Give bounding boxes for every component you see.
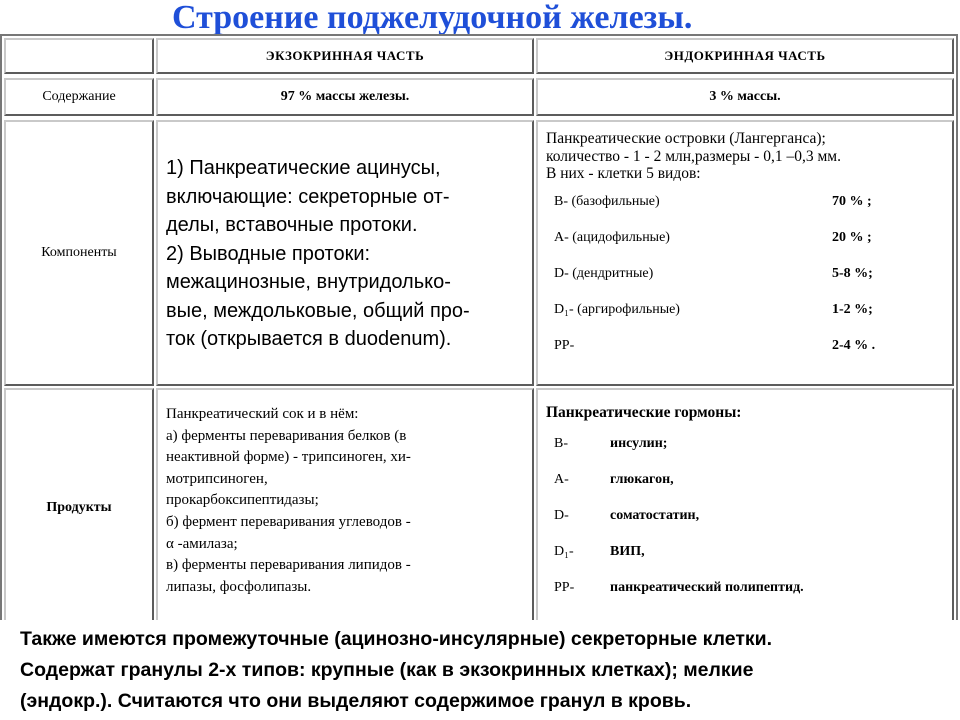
content-exocrine-text: 97 % массы железы.	[280, 89, 410, 104]
row-label-components	[4, 120, 154, 386]
page-title: Строение поджелудочной железы.	[172, 0, 693, 36]
row-label-components-text: Компоненты	[41, 245, 117, 260]
cell-type-name: A- (ацидофильные)	[554, 230, 670, 245]
products-exocrine-text	[166, 404, 534, 598]
cell-type-name: D- (дендритные)	[554, 266, 654, 281]
text-line: включающие: секреторные от-	[166, 185, 450, 208]
footer-line: Содержат гранулы 2-х типов: крупные (как в экзокринных клетках); мелкие	[20, 659, 754, 681]
cell-type-percent: 5-8 %;	[832, 266, 873, 281]
hormones-heading: Панкреатические гормоны:	[546, 404, 742, 421]
row-label-content-text: Содержание	[42, 89, 116, 104]
text-line: Панкреатический сок и в нём:	[166, 406, 359, 422]
text-line: неактивной форме) - трипсиноген, хи-	[166, 449, 411, 466]
text-line: α -амилаза;	[166, 535, 238, 552]
row-label-content	[4, 78, 154, 116]
hormone-name: соматостатин,	[610, 508, 700, 523]
cell-type-percent: 1-2 %;	[832, 302, 873, 317]
content-exocrine	[156, 78, 534, 116]
components-endocrine	[536, 120, 954, 386]
footer-line: (эндокр.). Считаются что они выделяют содержимое гранул в кровь.	[20, 690, 692, 712]
text-line: в) ферменты переваривания липидов -	[166, 557, 411, 574]
hormone-cell: B-	[554, 436, 568, 451]
text-line: делы, вставочные протоки.	[166, 214, 418, 236]
text-line: вые, междольковые, общий про-	[166, 299, 470, 322]
text-line: 2) Выводные протоки:	[166, 242, 371, 265]
hormone-name: ВИП,	[610, 544, 645, 559]
components-exocrine-text	[166, 154, 536, 354]
row-label-products	[4, 388, 154, 620]
content-endocrine-text: 3 % массы.	[709, 89, 781, 104]
footer-note	[20, 624, 950, 717]
hormone-name: глюкагон,	[610, 472, 674, 487]
cell-type-percent: 2-4 % .	[832, 338, 876, 353]
header-exocrine	[156, 38, 534, 74]
cell-type-percent: 70 % ;	[832, 194, 872, 209]
islets-description	[546, 130, 956, 183]
text-line: межацинозные, внутридолько-	[166, 271, 451, 293]
text-line: Панкреатические островки (Лангерганса);	[546, 130, 826, 147]
cell-type-name: D₁- (аргирофильные)	[554, 302, 680, 317]
hormone-cell: A-	[554, 472, 569, 487]
components-exocrine	[156, 120, 534, 386]
footer-line: Также имеются промежуточные (ацинозно-инсулярные) секреторные клетки.	[20, 628, 773, 650]
text-line: а) ферменты переваривания белков (в	[166, 427, 407, 444]
text-line: мотрипсиноген,	[166, 470, 268, 487]
header-exocrine-label: ЭКЗОКРИННАЯ ЧАСТЬ	[265, 48, 425, 63]
products-endocrine	[536, 388, 954, 620]
hormone-cell: PP-	[554, 580, 575, 595]
text-line: количество - 1 - 2 млн,размеры - 0,1 –0,3 мм.	[546, 147, 841, 165]
header-endocrine	[536, 38, 954, 74]
text-line: В них - клетки 5 видов:	[546, 165, 701, 182]
row-label-products-text: Продукты	[46, 500, 112, 515]
text-line: липазы, фосфолипазы.	[166, 578, 312, 595]
header-corner-cell	[4, 38, 154, 74]
pancreas-table	[0, 34, 960, 620]
header-endocrine-label: ЭНДОКРИННАЯ ЧАСТЬ	[664, 48, 826, 63]
text-line: прокарбоксипептидазы;	[166, 492, 319, 509]
hormone-name: инсулин;	[610, 436, 668, 451]
text-line: б) фермент переваривания углеводов -	[166, 513, 411, 530]
cell-type-name: B- (базофильные)	[554, 194, 660, 209]
hormone-name: панкреатический полипептид.	[610, 580, 804, 595]
text-line: ток (открывается в duodenum).	[166, 328, 452, 350]
products-exocrine	[156, 388, 534, 620]
cell-type-percent: 20 % ;	[832, 230, 872, 245]
text-line: 1) Панкреатические ацинусы,	[166, 157, 441, 179]
hormone-cell: D-	[554, 508, 569, 523]
cell-type-name: PP-	[554, 338, 575, 353]
content-endocrine	[536, 78, 954, 116]
hormone-cell: D₁-	[554, 544, 574, 559]
